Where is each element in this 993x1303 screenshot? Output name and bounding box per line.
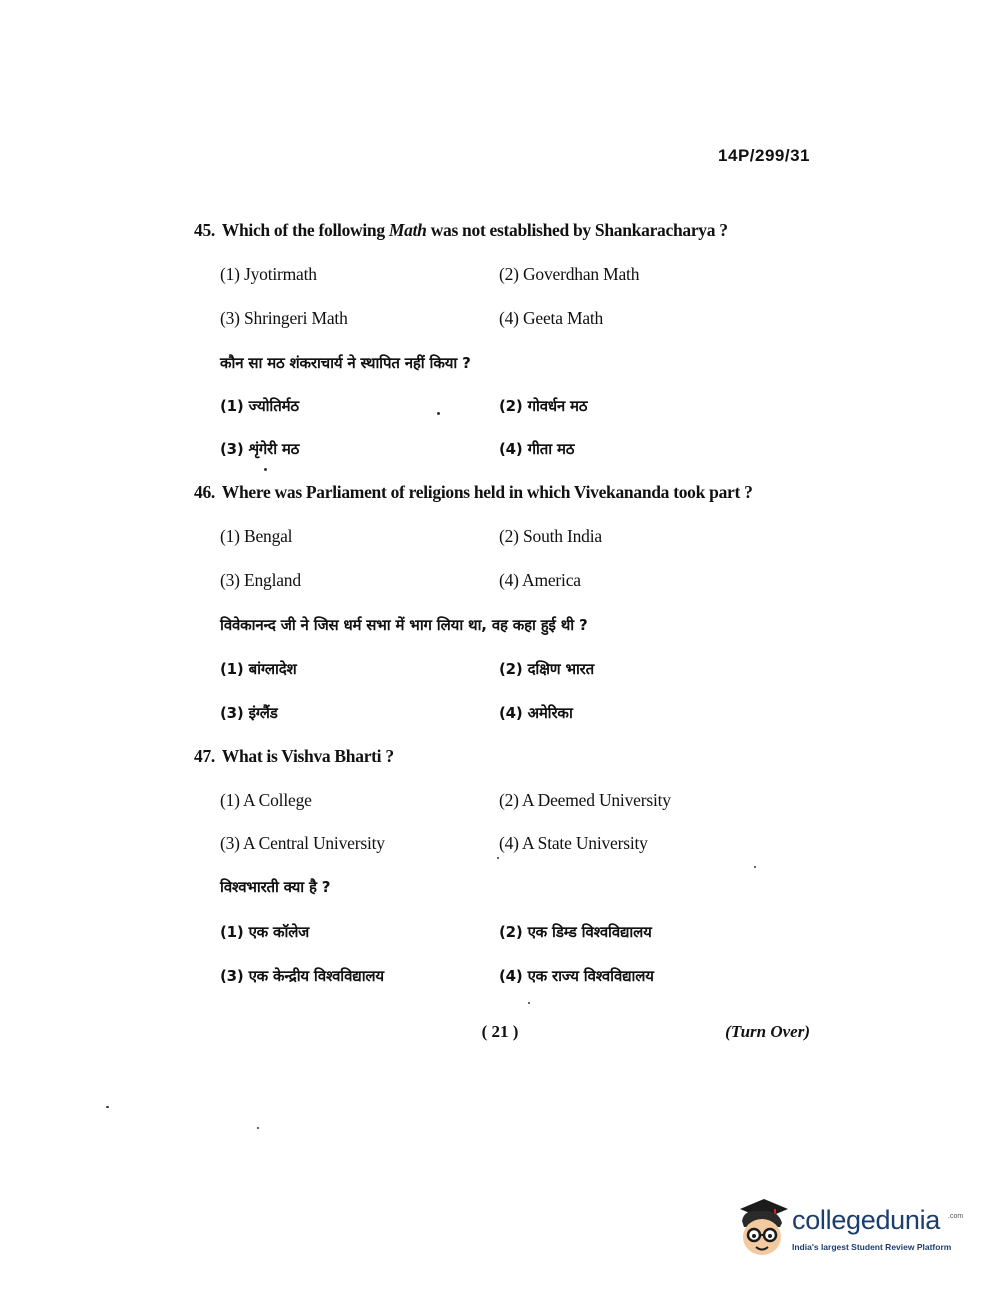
- question-46: [194, 482, 814, 503]
- option: (2) A Deemed University: [499, 790, 671, 810]
- hindi-option: (3) एक केन्द्रीय विश्वविद्यालय: [220, 967, 384, 985]
- student-mascot-icon: [734, 1195, 790, 1263]
- paper-code: 14P/299/31: [718, 146, 810, 165]
- hindi-option: (4) गीता मठ: [499, 440, 575, 458]
- hindi-option: (2) दक्षिण भारत: [499, 660, 594, 678]
- scan-speck: [754, 866, 756, 868]
- option: (4) Geeta Math: [499, 308, 604, 328]
- scan-speck: [437, 412, 440, 415]
- question-number: 46.: [194, 482, 215, 502]
- option: (2) Goverdhan Math: [499, 264, 640, 284]
- option: (4) A State University: [499, 833, 648, 853]
- option: (3) Shringeri Math: [220, 308, 348, 328]
- hindi-option: (2) गोवर्धन मठ: [499, 397, 588, 415]
- hindi-option: (3) इंग्लैंड: [220, 704, 278, 722]
- hindi-option: (4) एक राज्य विश्वविद्यालय: [499, 967, 654, 985]
- scan-speck: [257, 1127, 259, 1129]
- question-text-part: Which of the following: [221, 220, 385, 240]
- question-text-part: was not established by Shankaracharya ?: [430, 220, 728, 240]
- option: (1) Jyotirmath: [220, 264, 317, 284]
- hindi-question: विवेकानन्द जी ने जिस धर्म सभा में भाग लिया था, वह कहा हुई थी ?: [220, 616, 588, 634]
- hindi-option: (2) एक डिम्ड विश्वविद्यालय: [499, 923, 652, 941]
- question-number: 45.: [194, 220, 215, 240]
- hindi-option: (4) अमेरिका: [499, 704, 573, 722]
- scan-speck: [497, 857, 499, 859]
- brand-tagline: India's largest Student Review Platform: [792, 1242, 952, 1252]
- turn-over-note: (Turn Over): [725, 1022, 810, 1041]
- hindi-option: (3) शृंगेरी मठ: [220, 440, 300, 458]
- collegedunia-watermark: [734, 1195, 964, 1265]
- option: (1) A College: [220, 790, 312, 810]
- question-number: 47.: [194, 746, 215, 766]
- question-text: What is Vishva Bharti ?: [221, 746, 394, 766]
- option: (3) England: [220, 570, 301, 590]
- hindi-option: (1) एक कॉलेज: [220, 923, 310, 941]
- page-number: ( 21 ): [481, 1022, 519, 1041]
- hindi-option: (1) बांग्लादेश: [220, 660, 297, 678]
- question-text-italic: Math: [388, 220, 427, 240]
- brand-domain-suffix: .com: [948, 1213, 964, 1220]
- option: (1) Bengal: [220, 526, 293, 546]
- scan-speck: [264, 468, 267, 471]
- hindi-question: कौन सा मठ शंकराचार्य ने स्थापित नहीं किया ?: [220, 354, 471, 372]
- brand-name: collegedunia: [792, 1205, 941, 1235]
- scan-speck: [106, 1106, 109, 1108]
- hindi-option: (1) ज्योतिर्मठ: [220, 397, 299, 415]
- option: (3) A Central University: [220, 833, 385, 853]
- question-47: [194, 746, 814, 767]
- scan-speck: [528, 1002, 530, 1004]
- option: (2) South India: [499, 526, 602, 546]
- option: (4) America: [499, 570, 581, 590]
- question-text: Where was Parliament of religions held in which Vivekananda took part ?: [221, 482, 753, 502]
- question-45: [194, 220, 814, 241]
- hindi-question: विश्वभारती क्या है ?: [220, 878, 331, 896]
